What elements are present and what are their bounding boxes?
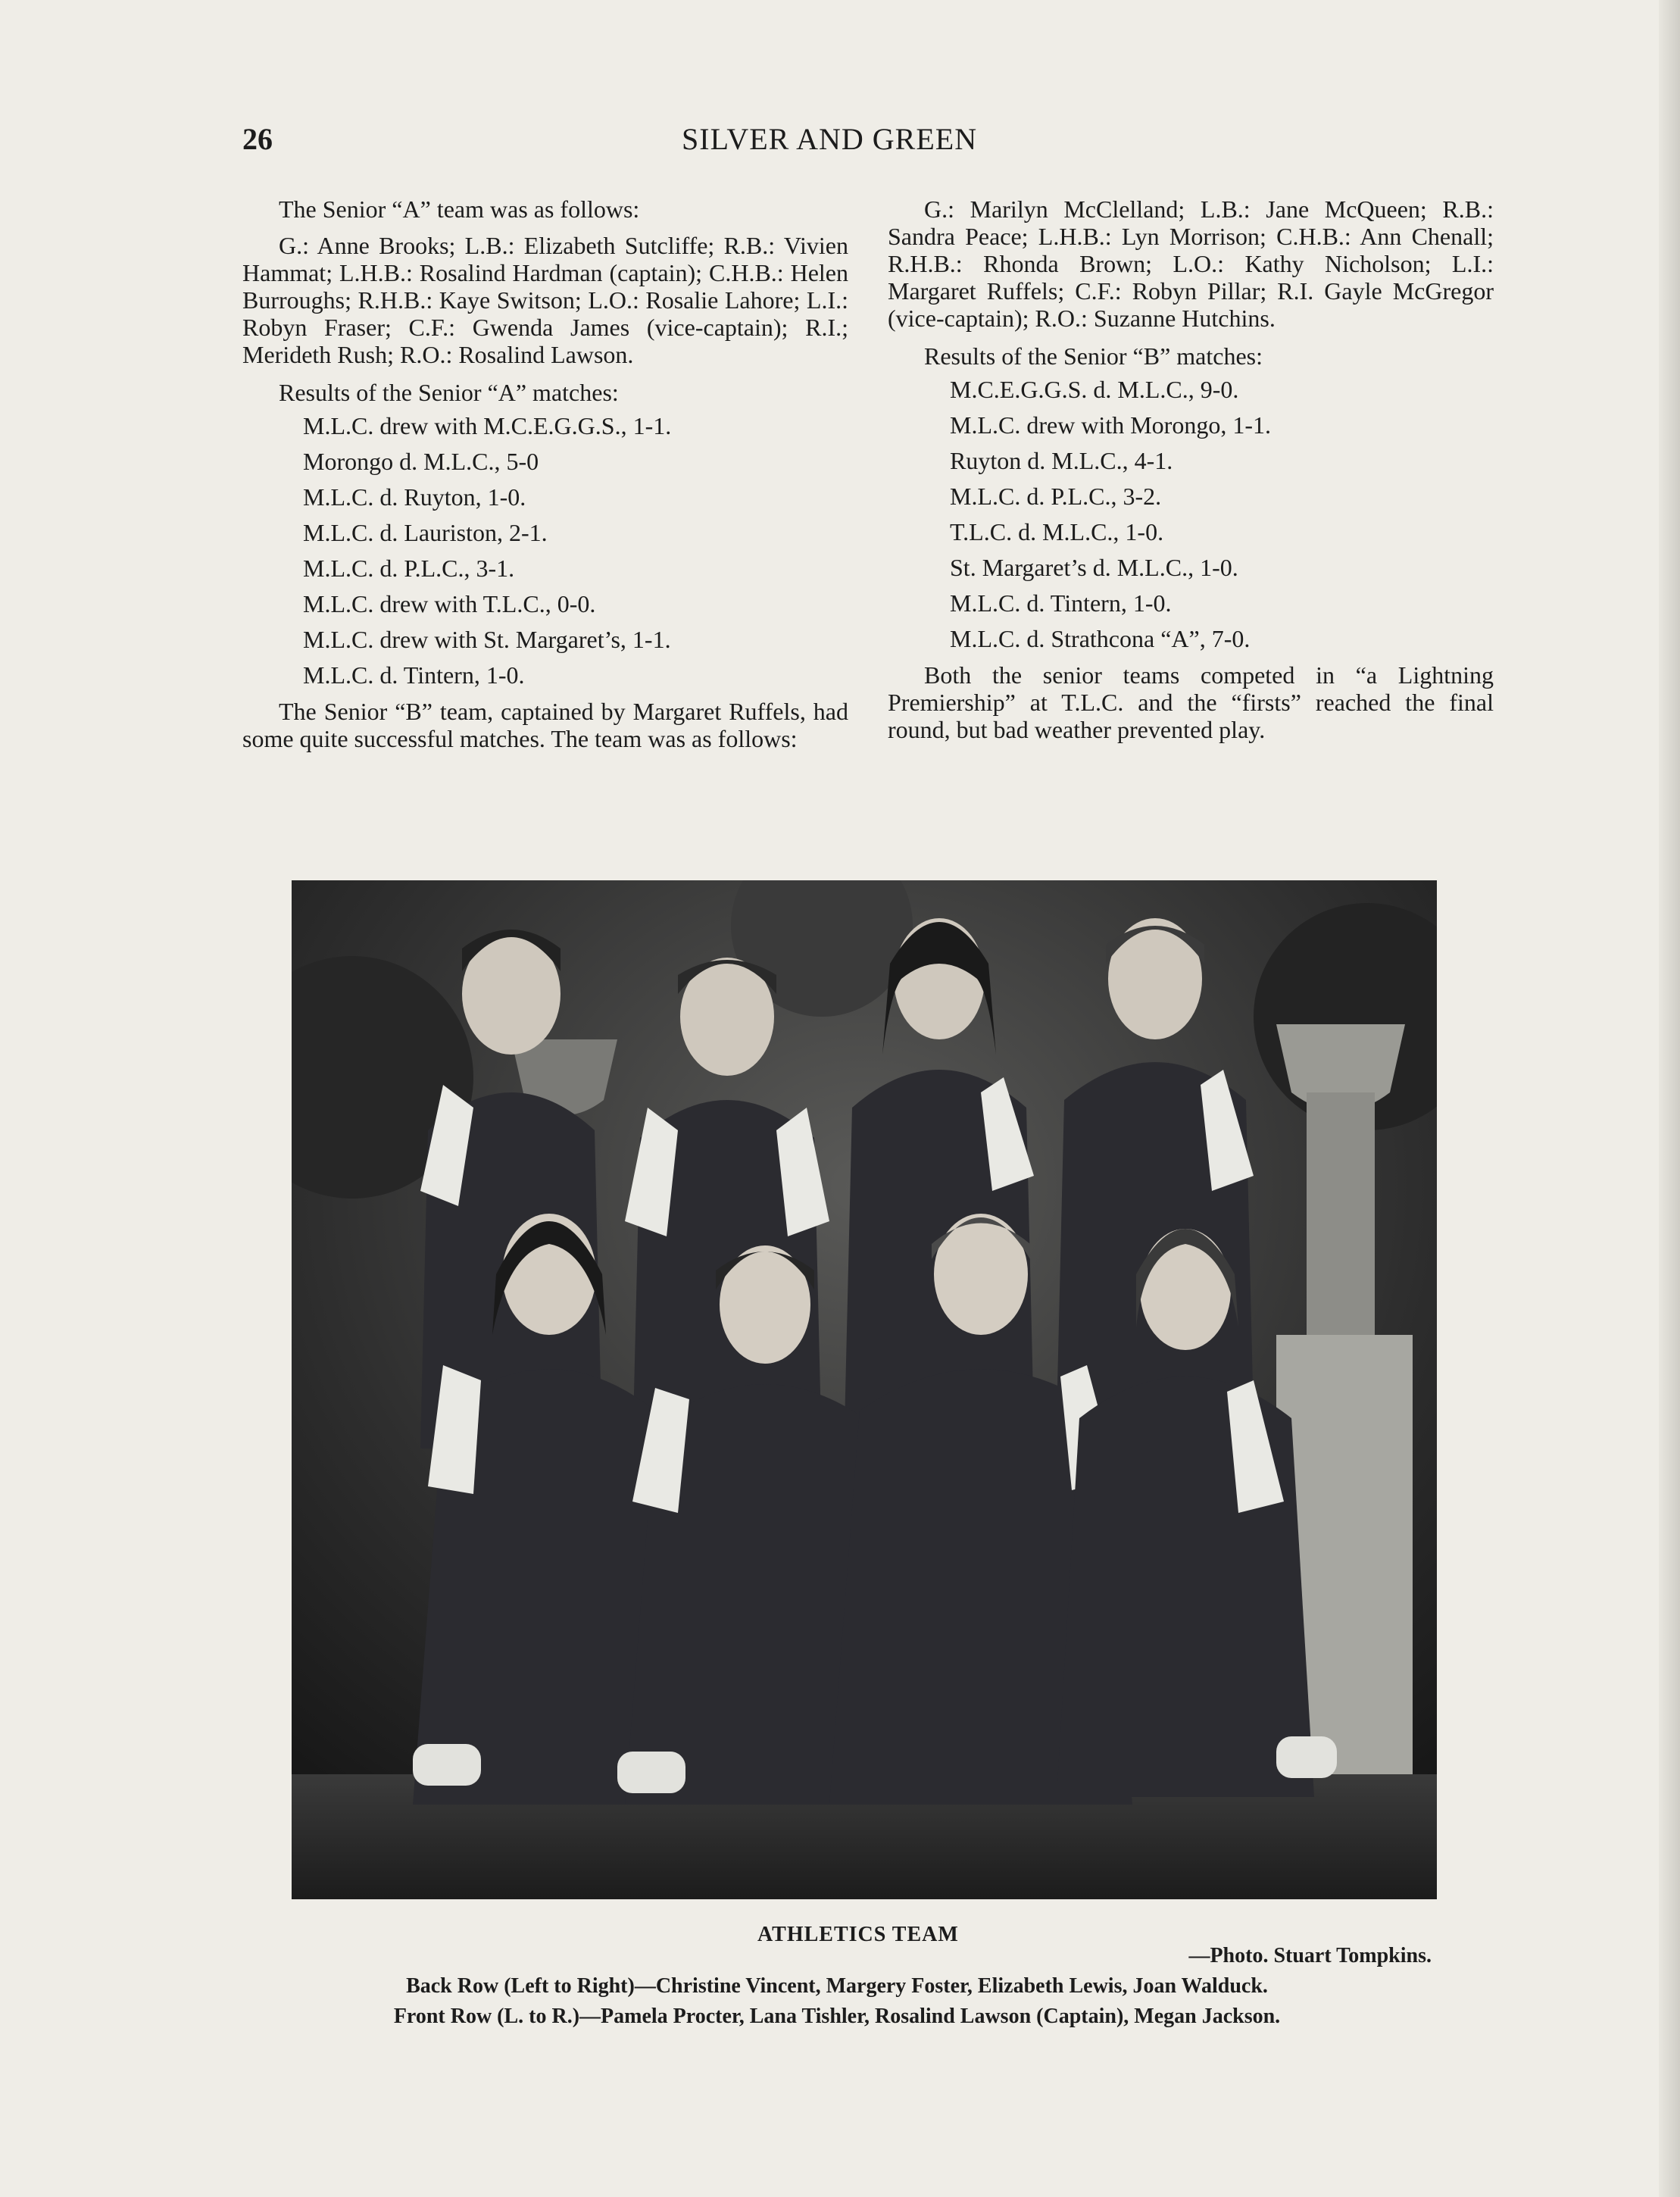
- closing-paragraph: Both the senior teams competed in “a Lightning Premiership” at T.L.C. and the “firsts” reached the final round, but bad weather prevented play.: [888, 661, 1494, 743]
- team-a-lineup: G.: Anne Brooks; L.B.: Elizabeth Sutcliffe; R.B.: Vivien Hammat; L.H.B.: Rosalind Hardman (captain); C.H.B.: Helen Burroughs; R.H.B.: Kaye Switson; L.O.: Rosalie Lahore; L.I.: Robyn Fraser; C.F.: Gwenda James (vice-captain); R.I.; Merideth Rush; R.O.: Rosalind Lawson.: [242, 232, 848, 368]
- list-item: T.L.C. d. M.L.C., 1-0.: [950, 518, 1164, 545]
- page-binding-shadow: [1659, 0, 1680, 2197]
- list-item: M.L.C. d. P.L.C., 3-2.: [950, 483, 1162, 510]
- caption-front-row: Front Row (L. to R.)—Pamela Procter, Lana Tishler, Rosalind Lawson (Captain), Megan Jackson.: [393, 2005, 1281, 2028]
- team-a-intro: The Senior “A” team was as follows:: [279, 195, 640, 223]
- team-photo-illustration: [292, 880, 1437, 1899]
- page-number: 26: [242, 122, 273, 156]
- list-item: M.L.C. d. Lauriston, 2-1.: [303, 519, 548, 546]
- photo-caption: [242, 1923, 1432, 2029]
- list-item: M.L.C. d. Tintern, 1-0.: [950, 589, 1172, 617]
- team-photograph: [292, 880, 1437, 1899]
- right-column: [888, 195, 1494, 743]
- list-item: Morongo d. M.L.C., 5-0: [303, 448, 539, 475]
- list-item: M.L.C. d. Ruyton, 1-0.: [303, 483, 526, 511]
- team-a-results-list: [242, 412, 848, 689]
- team-b-results-list: [888, 376, 1494, 652]
- team-b-intro: The Senior “B” team, captained by Margaret Ruffels, had some quite successful matches. The team was as follows:: [242, 698, 848, 752]
- left-column: [242, 195, 848, 752]
- team-b-lineup: G.: Marilyn McClelland; L.B.: Jane McQueen; R.B.: Sandra Peace; L.H.B.: Lyn Morrison; C.H.B.: Ann Chenall; R.H.B.: Rhonda Brown; L.O.: Kathy Nicholson; L.I.: Margaret Ruffels; C.F.: Robyn Pillar; R.I. Gayle McGregor (vice-captain); R.O.: Suzanne Hutchins.: [888, 195, 1494, 332]
- list-item: St. Margaret’s d. M.L.C., 1-0.: [950, 554, 1238, 581]
- team-a-results-heading: Results of the Senior “A” matches:: [279, 379, 619, 406]
- list-item: M.C.E.G.G.S. d. M.L.C., 9-0.: [950, 376, 1239, 403]
- list-item: M.L.C. d. P.L.C., 3-1.: [303, 555, 515, 582]
- list-item: M.L.C. drew with Morongo, 1-1.: [950, 411, 1271, 439]
- team-b-results-heading: Results of the Senior “B” matches:: [924, 342, 1263, 370]
- list-item: M.L.C. drew with M.C.E.G.G.S., 1-1.: [303, 412, 672, 439]
- caption-back-row: Back Row (Left to Right)—Christine Vincent, Margery Foster, Elizabeth Lewis, Joan Walduck.: [406, 1974, 1268, 1998]
- caption-title: ATHLETICS TEAM: [757, 1923, 959, 1946]
- photo-credit: —Photo. Stuart Tompkins.: [1188, 1944, 1432, 1967]
- list-item: M.L.C. d. Tintern, 1-0.: [303, 661, 525, 689]
- list-item: Ruyton d. M.L.C., 4-1.: [950, 447, 1173, 474]
- running-head: SILVER AND GREEN: [682, 122, 978, 156]
- list-item: M.L.C. drew with St. Margaret’s, 1-1.: [303, 626, 671, 653]
- list-item: M.L.C. drew with T.L.C., 0-0.: [303, 590, 596, 617]
- list-item: M.L.C. d. Strathcona “A”, 7-0.: [950, 625, 1251, 652]
